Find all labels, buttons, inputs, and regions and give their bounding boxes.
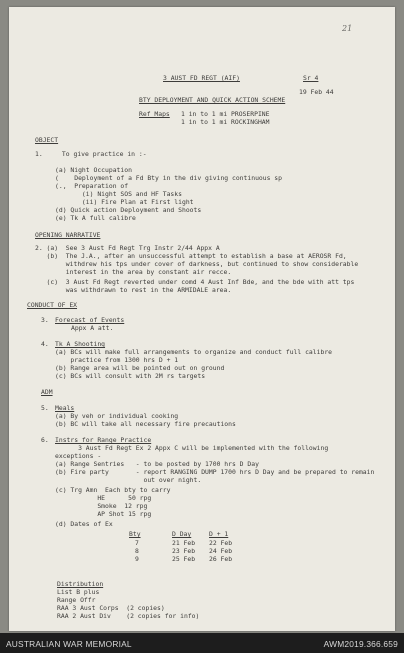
distribution-heading: Distribution: [57, 580, 104, 588]
table-cell: 7: [135, 539, 139, 547]
object-item: (e) Tk A full calibre: [55, 214, 136, 222]
distribution-line: Range Offr: [57, 596, 96, 604]
item3-title: Forecast of Events: [55, 316, 125, 324]
item4-title: Tk A Shooting: [55, 340, 106, 348]
item5-title: Meals: [55, 404, 75, 412]
item6-line: (a) Range Sentries - to be posted by 1700 hrs D Day: [55, 460, 259, 468]
ref-maps-label: Ref Maps: [139, 110, 170, 118]
unit-title: 3 AUST FD REGT (AIF): [163, 74, 240, 82]
item4-number: 4.: [41, 340, 49, 348]
object-item: ( Deployment of a Fd Bty in the div giving continuous sp: [55, 174, 283, 182]
table-cell: 9: [135, 555, 139, 563]
table-cell: 26 Feb: [209, 555, 233, 563]
document-heading: BTY DEPLOYMENT AND QUICK ACTION SCHEME: [139, 96, 286, 104]
item6-line: (b) Fire party - report RANGING DUMP 1700 hrs D Day and be prepared to remain: [55, 468, 375, 476]
item6-line: exceptions -: [55, 452, 102, 460]
distribution-line: List B plus: [57, 588, 100, 596]
table-cell: 8: [135, 547, 139, 555]
item6-line: 3 Aust Fd Regt Ex 2 Appx C will be implemented with the following: [55, 444, 329, 452]
object-heading: OBJECT: [35, 136, 59, 144]
item6-line: out over night.: [55, 476, 202, 484]
item3-number: 3.: [41, 316, 49, 324]
item5-line: (a) By veh or individual cooking: [55, 412, 179, 420]
table-cell: 22 Feb: [209, 539, 233, 547]
opening-line: (b) The J.A., after an unsuccessful attempt to establish a base at AEROSR Fd,: [35, 252, 347, 260]
serial-number: Sr 4: [303, 74, 319, 82]
page-number: 21: [342, 24, 353, 33]
table-cell: 25 Feb: [172, 555, 196, 563]
item6-line: AP Shot 15 rpg: [55, 510, 152, 518]
item6-line: (d) Dates of Ex: [55, 520, 113, 528]
footer-institution: AUSTRALIAN WAR MEMORIAL: [6, 639, 132, 649]
table-cell: 21 Feb: [172, 539, 196, 547]
document-date: 19 Feb 44: [299, 88, 334, 96]
item4-line: (c) BCs will consult with 2M rs targets: [55, 372, 206, 380]
opening-line: (c) 3 Aust Fd Regt reverted under comd 4 Aust Inf Bde, and the bde with att tps: [35, 278, 355, 286]
opening-line: 2. (a) See 3 Aust Fd Regt Trg Instr 2/44 Appx A: [35, 244, 220, 252]
item6-number: 6.: [41, 436, 49, 444]
item4-line: (a) BCs will make full arrangements to organize and conduct full calibre: [55, 348, 333, 356]
ref-map-2: 1 in to 1 mi ROCKINGHAM: [181, 118, 270, 126]
object-item: (ii) Fire Plan at First light: [55, 198, 194, 206]
archive-footer: [0, 633, 404, 653]
conduct-heading: CONDUCT OF EX: [27, 301, 78, 309]
table-cell: 23 Feb: [172, 547, 196, 555]
item6-line: (c) Trg Amn Each bty to carry: [55, 486, 171, 494]
ref-map-1: 1 in to 1 mi PROSERPINE: [181, 110, 270, 118]
footer-accession-number: AWM2019.366.659: [323, 639, 398, 649]
opening-line: withdrew his tps under cover of darkness, but continued to show considerable: [35, 260, 359, 268]
item5-number: 5.: [41, 404, 49, 412]
object-item: (a) Night Occupation: [55, 166, 132, 174]
item4-line: practice from 1300 hrs D + 1: [55, 356, 179, 364]
table-header-bty: Bty: [129, 530, 141, 538]
adm-heading: ADM: [41, 388, 53, 396]
distribution-line: RAA 2 Aust Div (2 copies for info): [57, 612, 200, 620]
object-item: (., Preparation of: [55, 182, 129, 190]
opening-heading: OPENING NARRATIVE: [35, 231, 101, 239]
object-line: 1. To give practice in :-: [35, 150, 147, 158]
item6-line: Smoke 12 rpg: [55, 502, 148, 510]
opening-line: was withdrawn to rest in the ARMIDALE area.: [35, 286, 232, 294]
table-header-dday: D Day: [172, 530, 192, 538]
table-header-d1: D + 1: [209, 530, 229, 538]
object-item: (d) Quick action Deployment and Shoots: [55, 206, 202, 214]
table-cell: 24 Feb: [209, 547, 233, 555]
opening-line: interest in the area by constant air recce.: [35, 268, 232, 276]
item3-line: Appx A att.: [71, 324, 114, 332]
item6-title: Instrs for Range Practice: [55, 436, 152, 444]
item5-line: (b) BC will take all necessary fire precautions: [55, 420, 236, 428]
item6-line: HE 50 rpg: [55, 494, 152, 502]
document-page: [9, 7, 395, 631]
item4-line: (b) Range area will be pointed out on ground: [55, 364, 225, 372]
object-item: (i) Night SOS and HF Tasks: [55, 190, 182, 198]
distribution-line: RAA 3 Aust Corps (2 copies): [57, 604, 165, 612]
